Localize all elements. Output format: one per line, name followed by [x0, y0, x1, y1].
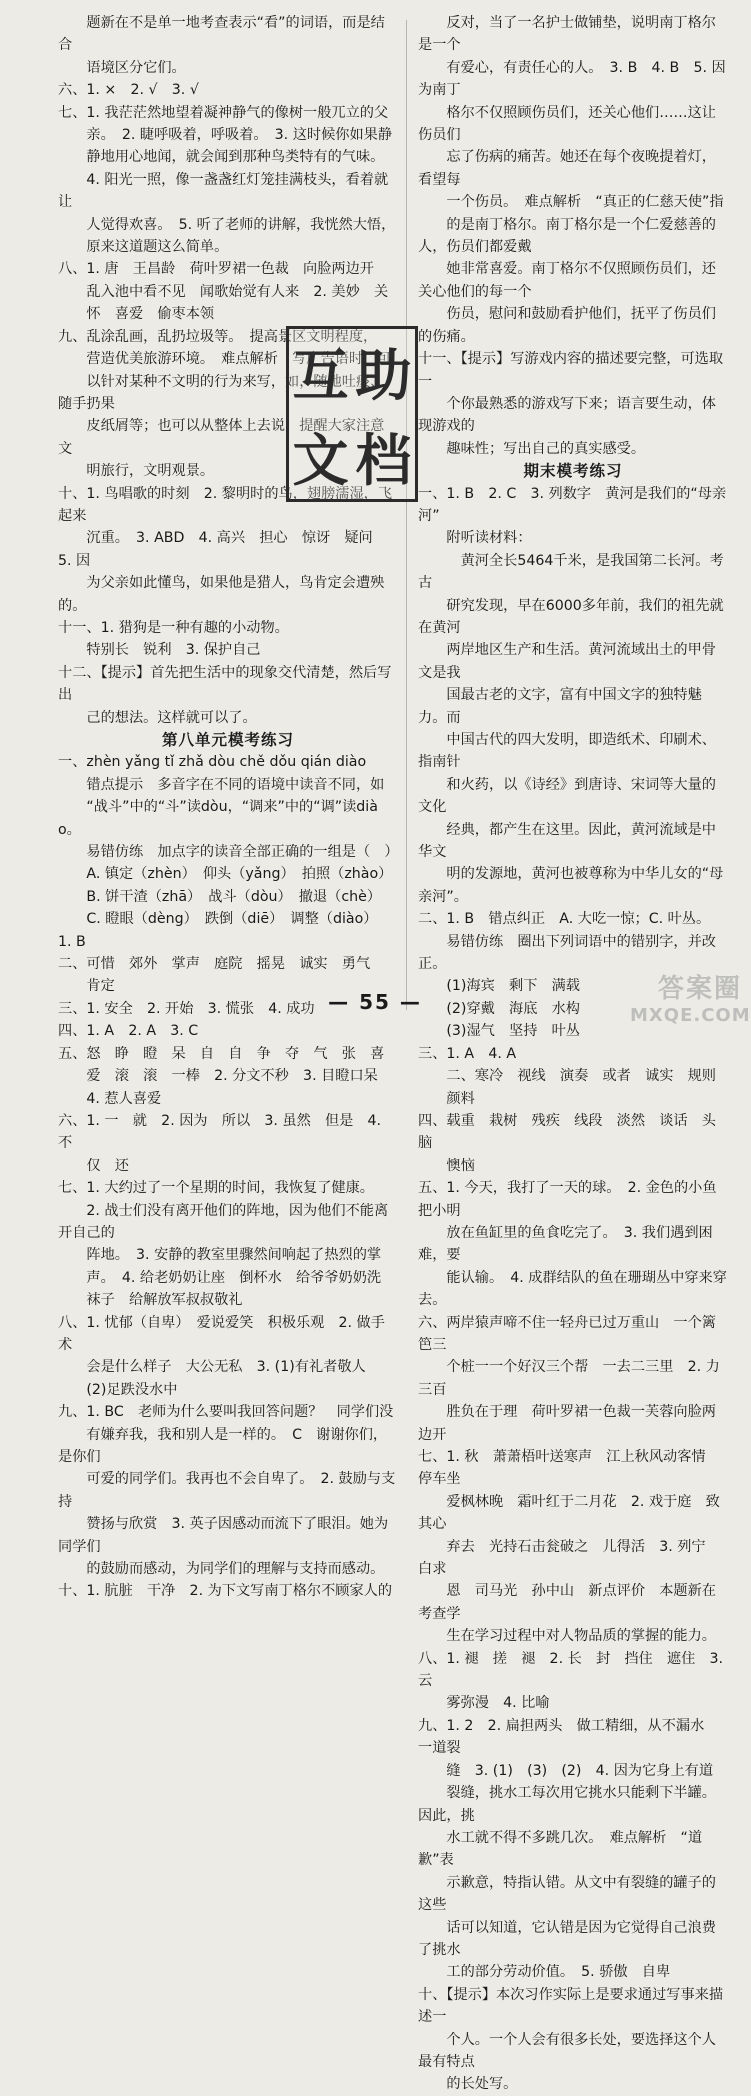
- stamp-char: 助: [355, 342, 412, 409]
- left-column: [58, 12, 398, 1603]
- answer-line: 恩 司马光 孙中山 新点评价 本题新在考查学: [418, 1583, 716, 1622]
- stamp-char: 文: [292, 427, 349, 494]
- answer-line: 的长处写。: [418, 2076, 518, 2093]
- answer-line: 忘了伤病的痛苦。她还在每个夜晚提着灯，看望每: [418, 149, 716, 188]
- answer-line: 懊恼: [418, 1157, 475, 1174]
- answer-line: 肯定: [58, 978, 115, 995]
- answer-line: 个人。一个人会有很多长处，要选择这个人最有特点: [418, 2031, 716, 2070]
- answer-line: 六、两岸猿声啼不住一轻舟已过万重山 一个篱笆三: [418, 1314, 716, 1353]
- answer-line: 亲。 2. 睫呼吸着，呼吸着。 3. 这时候你如果静: [58, 127, 393, 144]
- answer-line: 格尔不仅照顾伤员们，还关心他们……这让伤员们: [418, 104, 716, 144]
- answer-line: 会是什么样子 大公无私 3. (1)有礼者敬人: [58, 1359, 366, 1376]
- answer-line: 爱 滚 滚 一棒 2. 分文不秒 3. 目瞪口呆: [58, 1068, 378, 1085]
- answer-line: 易错仿练 加点字的读音全部正确的一组是（ ）: [58, 844, 399, 861]
- answer-line: 四、1. A 2. A 3. C: [58, 1023, 199, 1040]
- answer-line: 中国古代的四大发明，即造纸术、印刷术、指南针: [418, 732, 716, 771]
- answer-line: 明的发源地，黄河也被尊称为中华儿女的“母亲河”。: [418, 866, 724, 905]
- answer-line: 三、1. 安全 2. 开始 3. 慌张 4. 成功: [58, 1000, 315, 1017]
- answer-line: 七、1. 我茫茫然地望着凝神静气的像树一般兀立的父: [58, 104, 389, 121]
- answer-line: 特别长 锐利 3. 保护自己: [58, 642, 261, 659]
- answer-line: 乱入池中看不见 闻歌始觉有人来 2. 美妙 关: [58, 283, 389, 300]
- answer-line: 三、1. A 4. A: [418, 1045, 517, 1062]
- answer-line: 原来这道题这么简单。: [58, 239, 229, 256]
- answer-line: 八、1. 唐 王昌龄 荷叶罗裙一色裁 向脸两边开: [58, 261, 374, 278]
- answer-line: 以针对某种不文明的行为来写，如，随地吐痰、随手扔果: [58, 373, 385, 412]
- answer-line: (2)足跌没水中: [58, 1381, 178, 1398]
- answer-line: 趣味性；写出自己的真实感受。: [418, 440, 646, 457]
- answer-line: 2. 战士们没有离开他们的阵地，因为他们不能离开自己的: [58, 1202, 389, 1241]
- answer-line: 有爱心，有责任心的人。 3. B 4. B 5. 因为南丁: [418, 59, 726, 99]
- answer-line: 怀 喜爱 偷枣本领: [58, 306, 215, 323]
- answer-line: 袜子 给解放军叔叔敬礼: [58, 1292, 243, 1309]
- answer-line: 能认输。 4. 成群结队的鱼在珊瑚丛中穿来穿去。: [418, 1269, 727, 1309]
- answer-line: 题新在不是单一地考查表示“看”的词语，而是结合: [58, 15, 385, 54]
- answer-line: A. 镇定（zhèn） 仰头（yǎng） 拍照（zhào）: [58, 866, 393, 883]
- answer-line: 反对，当了一名护士做铺垫，说明南丁格尔是一个: [418, 15, 716, 54]
- answer-line: (1)海宾 剩下 满载: [418, 978, 580, 995]
- answer-line: 八、1. 褪 搓 褪 2. 长 封 挡住 遮住 3. 云: [418, 1650, 728, 1690]
- answer-line: 有嫌弃我，我和别人是一样的。 C 谢谢你们，是你们: [58, 1426, 388, 1465]
- answer-line: B. 饼干渣（zhā） 战斗（dòu） 撤退（chè）: [58, 888, 382, 905]
- answer-line: 七、1. 大约过了一个星期的时间，我恢复了健康。: [58, 1180, 374, 1197]
- answer-line: 营造优美旅游环境。 难点解析 写广告语时，可: [58, 351, 392, 368]
- answer-line: 她非常喜爱。南丁格尔不仅照顾伤员们，还关心他们的每一个: [418, 261, 716, 300]
- answer-line: 七、1. 秋 萧萧梧叶送寒声 江上秋风动客情 停车坐: [418, 1449, 720, 1488]
- answer-line: 4. 阳光一照，像一盏盏红灯笼挂满枝头，看着就让: [58, 171, 389, 211]
- answer-line: 五、怒 睁 瞪 呆 自 自 争 夺 气 张 喜: [58, 1045, 385, 1062]
- answer-line: 附听读材料：: [418, 530, 532, 547]
- watermark-url: MXQE.COM: [630, 1005, 751, 1026]
- answer-line: 四、载重 栽树 残疾 线段 淡然 谈话 头脑: [418, 1112, 716, 1152]
- answer-line: 六、1. 一 就 2. 因为 所以 3. 虽然 但是 4. 不: [58, 1112, 386, 1152]
- answer-line: 十一、1. 猎狗是一种有趣的小动物。: [58, 619, 289, 636]
- answer-line: 二、1. B 错点纠正 A. 大吃一惊；C. 叶丛。: [418, 911, 711, 928]
- answer-line: 为父亲如此懂鸟，如果他是猎人，鸟肯定会遭殃的。: [58, 575, 385, 614]
- stamp-char: 档: [355, 427, 412, 494]
- answer-line: 爱枫林晚 霜叶红于二月花 2. 戏于庭 致其心: [418, 1493, 720, 1533]
- answer-line: 颜料: [418, 1090, 475, 1107]
- right-column: [418, 12, 728, 2096]
- answer-line: 声。 4. 给老奶奶让座 倒杯水 给爷爷奶奶洗: [58, 1269, 382, 1286]
- answer-line: 语境区分它们。: [58, 59, 186, 76]
- answer-line: 伤员，慰问和鼓励看护他们，抚平了伤员们的伤痛。: [418, 306, 716, 345]
- answer-line: 十、1. 肮脏 干净 2. 为下文写南丁格尔不顾家人的: [58, 1583, 393, 1600]
- answer-line: 研究发现，早在6000多年前，我们的祖先就在黄河: [418, 597, 724, 636]
- answer-line: 明旅行，文明观景。: [58, 463, 215, 480]
- answer-line: 放在鱼缸里的鱼食吃完了。 3. 我们遇到困难，要: [418, 1224, 713, 1264]
- answer-line: 雾弥漫 4. 比喻: [418, 1695, 550, 1712]
- answer-line: 己的想法。这样就可以了。: [58, 709, 257, 726]
- answer-line: 八、1. 忧郁（自卑） 爱说爱笑 积极乐观 2. 做手术: [58, 1314, 385, 1353]
- answer-line: 九、1. BC 老师为什么要叫我回答问题？ 同学们没: [58, 1404, 394, 1421]
- answer-line: 易错仿练 圈出下列词语中的错别字，并改正。: [418, 933, 716, 973]
- answer-line: 示歉意，特指认错。从文中有裂缝的罐子的这些: [418, 1874, 716, 1914]
- answer-line: 一、1. B 2. C 3. 列数字 黄河是我们的“母亲河”: [418, 485, 727, 524]
- answer-line: 五、1. 今天，我打了一天的球。 2. 金色的小鱼把小明: [418, 1180, 717, 1219]
- answer-line: 4. 惹人喜爱: [58, 1090, 162, 1107]
- answer-line: 话可以知道，它认错是因为它觉得自己浪费了挑水: [418, 1919, 716, 1958]
- watermark-logo: [630, 968, 751, 1030]
- answer-line: 九、乱涂乱画，乱扔垃圾等。 提高景区文明程度，: [58, 328, 378, 345]
- answer-line: 仅 还: [58, 1157, 129, 1174]
- answer-line: 工的部分劳动价值。 5. 骄傲 自卑: [418, 1964, 671, 1981]
- answer-line: 胜负在于理 荷叶罗裙一色裁一芙蓉向脸两边开: [418, 1404, 716, 1443]
- answer-line: 可爱的同学们。我再也不会自卑了。 2. 鼓励与支持: [58, 1471, 396, 1510]
- answer-line: 十、1. 鸟唱歌的时刻 2. 黎明时的鸟，翅膀濡湿，飞起来: [58, 485, 393, 524]
- answer-line: C. 瞪眼（dèng） 跌倒（diē） 调整（diào） 1. B: [58, 911, 385, 950]
- answer-line: 十二、【提示】首先把生活中的现象交代清楚，然后写出: [58, 664, 392, 704]
- answer-line: 经典，都产生在这里。因此，黄河流域是中华文: [418, 821, 716, 861]
- answer-line: 个你最熟悉的游戏写下来；语言要生动，体现游戏的: [418, 395, 716, 435]
- answer-line: “战斗”中的“斗”读dòu，“调来”中的“调”读diào。: [58, 799, 378, 838]
- answer-line: 和火药，以《诗经》到唐诗、宋词等大量的文化: [418, 776, 716, 816]
- answer-line: 缝 3. (1) (3) (2) 4. 因为它身上有道: [418, 1762, 714, 1779]
- answer-line: 错点提示 多音字在不同的语境中读音不同，如: [58, 776, 385, 793]
- answer-line: 十一、【提示】写游戏内容的描述要完整，可选取一: [418, 351, 724, 390]
- answer-line: 一个伤员。 难点解析 “真正的仁慈天使”指: [418, 194, 724, 211]
- answer-line: 裂缝，挑水工每次用它挑水只能剩下半罐。因此，挑: [418, 1785, 716, 1824]
- stamp-char: 互: [292, 342, 349, 409]
- answer-line: (3)湿气 坚持 叶丛: [418, 1023, 580, 1040]
- answer-line: 二、寒冷 视线 演奏 或者 诚实 规则: [418, 1068, 716, 1085]
- section-heading: 期末模考练习: [523, 462, 623, 481]
- answer-line: 阵地。 3. 安静的教室里骤然间响起了热烈的掌: [58, 1247, 382, 1264]
- answer-line: 静地用心地闻，就会闻到那种鸟类特有的气味。: [58, 149, 385, 166]
- column-divider: [406, 20, 407, 1010]
- answer-line: (2)穿戴 海底 水构: [418, 1000, 580, 1017]
- answer-line: 两岸地区生产和生活。黄河流域出土的甲骨文是我: [418, 642, 716, 681]
- section-heading: 第八单元模考练习: [161, 731, 294, 749]
- answer-line: 的鼓励而感动，为同学们的理解与支持而感动。: [58, 1561, 385, 1578]
- answer-line: 十、【提示】本次习作实际上是要求通过写事来描述一: [418, 1986, 724, 2026]
- answer-line: 六、1. × 2. √ 3. √: [58, 82, 199, 99]
- answer-line: 赞扬与欣赏 3. 英子因感动而流下了眼泪。她为同学们: [58, 1516, 389, 1555]
- answer-line: 水工就不得不多跳几次。 难点解析 “道歉”表: [418, 1829, 703, 1869]
- stamp-logo: [286, 326, 418, 502]
- answer-line: 国最古老的文字，富有中国文字的独特魅力。而: [418, 687, 702, 726]
- answer-line: 的是南丁格尔。南丁格尔是一个仁爱慈善的人，伤员们都爱戴: [418, 216, 716, 256]
- answer-line: 九、1. 2 2. 扁担两头 做工精细，从不漏水 一道裂: [418, 1717, 719, 1757]
- answer-line: 沉重。 3. ABD 4. 高兴 担心 惊讶 疑问 5. 因: [58, 530, 387, 569]
- answer-line: 生在学习过程中对人物品质的掌握的能力。: [418, 1628, 716, 1645]
- answer-line: 人觉得欢喜。 5. 听了老师的讲解，我恍然大悟，: [58, 216, 396, 233]
- answer-line: 弃去 光持石击瓮破之 儿得活 3. 列宁 白求: [418, 1538, 720, 1578]
- answer-line: 二、可惜 郊外 掌声 庭院 摇晃 诚实 勇气: [58, 956, 371, 973]
- answer-line: 一、zhèn yǎng tǐ zhǎ dòu chě dǒu qián diào: [58, 754, 367, 771]
- answer-line: 黄河全长5464千米，是我国第二长河。考古: [418, 552, 724, 592]
- answer-line: 皮纸屑等；也可以从整体上去说，提醒大家注意文: [58, 418, 385, 457]
- answer-line: 个桩一一个好汉三个帮 一去二三里 2. 力三百: [418, 1359, 720, 1398]
- page-number: — 55 —: [328, 990, 422, 1014]
- watermark-text: 答案圈: [657, 974, 742, 1004]
